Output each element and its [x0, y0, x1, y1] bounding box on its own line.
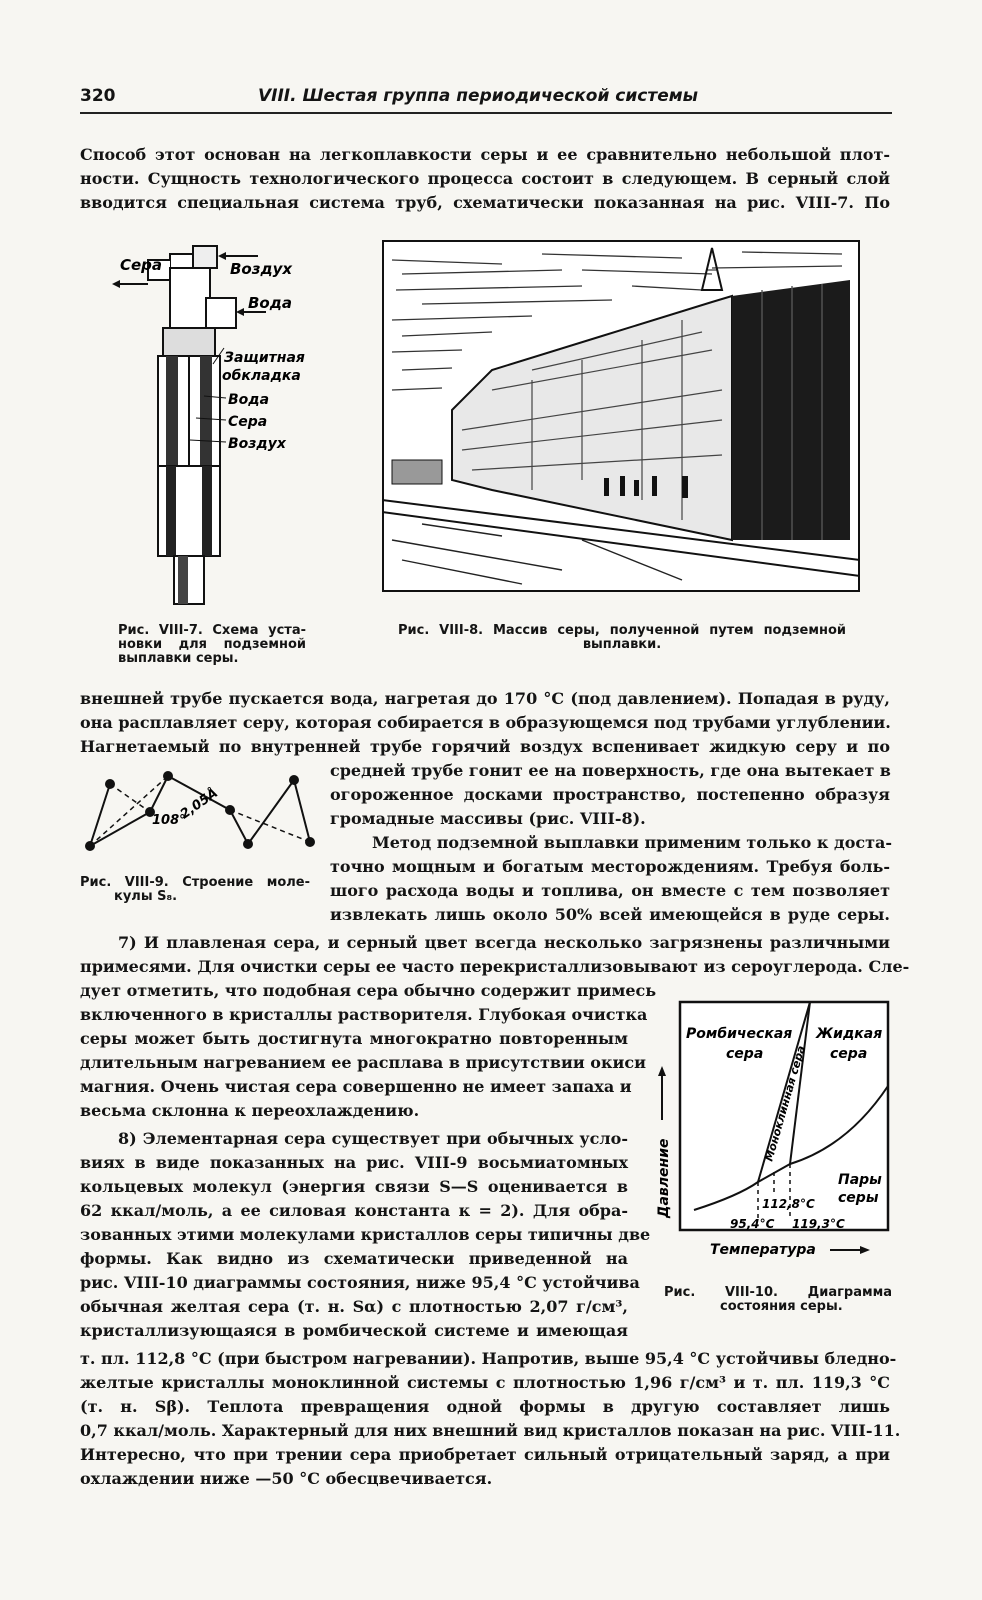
text-line: обычная желтая сера (т. н. Sα) с плотностью 2,07 г/см³,: [80, 1297, 628, 1316]
text-line: средней трубе гонит ее на поверхность, где она вытекает в: [330, 761, 891, 780]
bond-length-label: 2,05Å: [177, 785, 221, 823]
label-liquid: Жидкая: [816, 1026, 883, 1042]
page-number: 320: [80, 86, 116, 106]
label-monoclinic: Моноклинная сера: [762, 1044, 808, 1163]
text-line: громадные массивы (рис. VIII-8).: [330, 809, 646, 828]
text-line: т. пл. 112,8 °С (при быстром нагревании). Напротив, выше 95,4 °С устойчивы бледно-: [80, 1349, 897, 1368]
angle-label: 108°: [152, 813, 186, 828]
text-line: 8) Элементарная сера существует при обычных усло-: [118, 1129, 628, 1148]
text-line: виях в виде показанных на рис. VIII-9 восьмиатомных: [80, 1153, 628, 1172]
figure-caption-8: Рис. VIII-8. Массив серы, полученной путем подземной выплавки.: [398, 623, 846, 652]
label-temp-119: 119,3°С: [792, 1217, 845, 1231]
text-line: рис. VIII-10 диаграммы состояния, ниже 95,4 °С устойчива: [80, 1273, 640, 1292]
text-line: (т. н. Sβ). Теплота превращения одной формы в другую составляет лишь: [80, 1397, 890, 1416]
figure-sulfur-massif-illustration: [382, 240, 860, 592]
text-line: кристаллизующаяся в ромбической системе и имеющая: [80, 1321, 628, 1340]
label-sulfur: Сера: [120, 256, 163, 274]
text-line: формы. Как видно из схематически приведенной на: [80, 1249, 628, 1268]
label-vapor-sulfur: серы: [838, 1190, 879, 1206]
label-water-2: Вода: [228, 392, 270, 408]
label-rhombic: Ромбическая: [686, 1026, 793, 1042]
text-line: внешней трубе пускается вода, нагретая до 170 °С (под давлением). Попадая в руду,: [80, 689, 890, 708]
label-air-2: Воздух: [228, 436, 286, 452]
text-line: Способ этот основан на легкоплавкости серы и ее сравнительно небольшой плот-: [80, 145, 890, 164]
text-line: дует отметить, что подобная сера обычно содержит примесь: [80, 981, 657, 1000]
figure-caption-7: Рис. VIII-7. Схема уста- новки для подземной выплавки серы.: [118, 623, 306, 666]
text-line: 7) И плавленая сера, и серный цвет всегда несколько загрязнены различными: [118, 933, 890, 952]
text-line: она расплавляет серу, которая собирается в образующемся под трубами углублении.: [80, 713, 891, 732]
label-temp-112: 112,8°С: [762, 1197, 815, 1211]
label-liquid-sulfur: сера: [830, 1046, 868, 1062]
text-line: магния. Очень чистая сера совершенно не имеет запаха и: [80, 1077, 632, 1096]
text-line: огороженное досками пространство, постепенно образуя: [330, 785, 890, 804]
text-line: шого расхода воды и топлива, он вместе с тем позволяет: [330, 881, 890, 900]
text-line: Метод подземной выплавки применим только к доста-: [372, 833, 893, 852]
text-line: вводится специальная система труб, схематически показанная на рис. VIII-7. По: [80, 193, 890, 212]
label-water: Вода: [248, 294, 292, 312]
text-line: Нагнетаемый по внутренней трубе горячий воздух вспенивает жидкую серу и по: [80, 737, 890, 756]
axis-label-pressure: Давление: [656, 1138, 672, 1218]
figure-phase-diagram: [648, 996, 894, 1268]
figure-caption-10: Рис. VIII-10. Диаграмма состояния серы.: [664, 1285, 892, 1314]
text-line: весьма склонна к переохлаждению.: [80, 1101, 420, 1120]
text-line: охлаждении ниже —50 °С обесцвечивается.: [80, 1469, 493, 1488]
text-line: серы может быть достигнута многократно повторенным: [80, 1029, 628, 1048]
text-line: включенного в кристаллы растворителя. Глубокая очистка: [80, 1005, 648, 1024]
label-vapor: Пары: [838, 1172, 882, 1188]
axis-label-temperature: Температура: [710, 1242, 816, 1258]
text-line: точно мощным и богатым месторождениям. Требуя боль-: [330, 857, 890, 876]
running-title: VIII. Шестая группа периодической системы: [258, 86, 699, 106]
text-line: ности. Сущность технологического процесса состоит в следующем. В серный слой: [80, 169, 890, 188]
label-protective-1: Защитная: [224, 350, 305, 366]
label-protective-2: обкладка: [222, 368, 301, 384]
text-line: примесями. Для очистки серы ее часто перекристаллизовывают из сероуглерода. Сле-: [80, 957, 910, 976]
text-line: Интересно, что при трении сера приобретает сильный отрицательный заряд, а при: [80, 1445, 890, 1464]
figure-apparatus-schematic: [108, 240, 328, 620]
text-line: желтые кристаллы моноклинной системы с плотностью 1,96 г/см³ и т. пл. 119,3 °С: [80, 1373, 890, 1392]
figure-caption-9: Рис. VIII-9. Строение моле- кулы S₈.: [80, 875, 310, 904]
label-temp-95: 95,4°С: [730, 1217, 775, 1231]
label-rhombic-sulfur: сера: [726, 1046, 764, 1062]
text-line: кольцевых молекул (энергия связи S—S оценивается в: [80, 1177, 628, 1196]
text-line: 0,7 ккал/моль. Характерный для них внешний вид кристаллов показан на рис. VIII-11.: [80, 1421, 901, 1440]
text-line: 62 ккал/моль, а ее силовая константа к = 2). Для обра-: [80, 1201, 628, 1220]
figure-s8-molecule: [80, 770, 320, 866]
header-rule: [80, 112, 892, 114]
text-line: зованных этими молекулами кристаллов серы типичны две: [80, 1225, 651, 1244]
text-line: извлекать лишь около 50% всей имеющейся в руде серы.: [330, 905, 890, 924]
label-air: Воздух: [230, 260, 293, 278]
label-sulfur-2: Сера: [228, 414, 268, 430]
text-line: длительным нагреванием ее расплава в присутствии окиси: [80, 1053, 646, 1072]
